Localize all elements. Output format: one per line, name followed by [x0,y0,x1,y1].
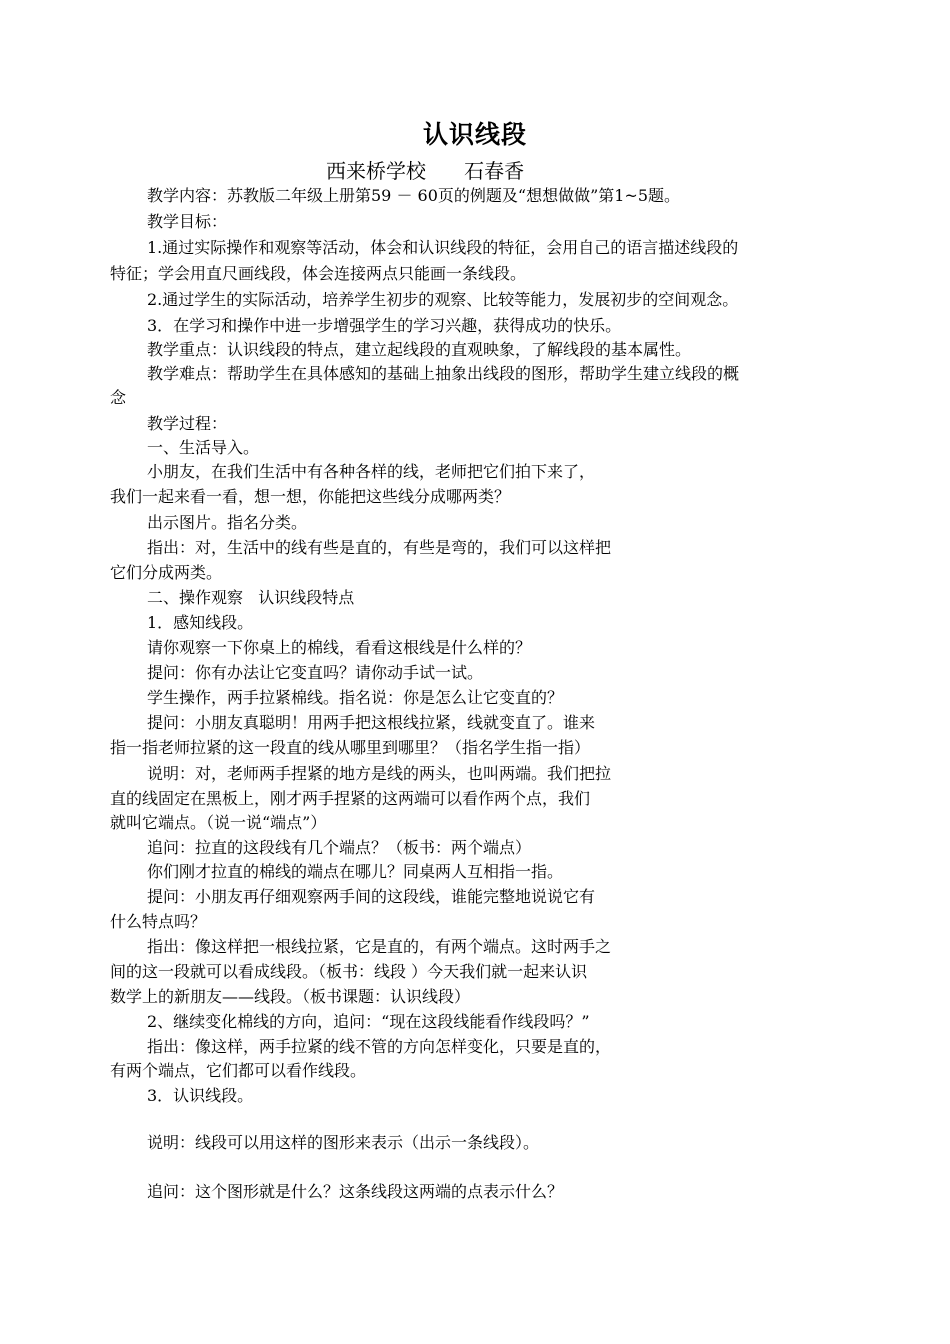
paragraph-line: 追问：拉直的这段线有几个端点？（板书：两个端点） [147,838,532,857]
paragraph-line: 指出：像这样，两手拉紧的线不管的方向怎样变化，只要是直的， [147,1037,612,1056]
paragraph-line: 教学重点：认识线段的特点，建立起线段的直观映象，了解线段的基本属性。 [147,340,692,359]
paragraph-line: 教学难点：帮助学生在具体感知的基础上抽象出线段的图形，帮助学生建立线段的概 [147,364,740,383]
paragraph-line: 间的这一段就可以看成线段。（板书：线段 ）今天我们就一起来认识 [110,962,588,981]
paragraph-line: 说明：线段可以用这样的图形来表示（出示一条线段）。 [147,1133,540,1152]
paragraph-line: 教学目标： [147,212,228,231]
paragraph-line: 我们一起来看一看，想一想，你能把这些线分成哪两类？ [110,487,511,506]
paragraph-line: 2.通过学生的实际活动，培养学生初步的观察、比较等能力，发展初步的空间观念。 [147,290,739,309]
paragraph-line: 什么特点吗？ [110,912,207,931]
paragraph-line: 你们刚才拉直的棉线的端点在哪儿？同桌两人互相指一指。 [147,862,564,881]
paragraph-line: 它们分成两类。 [110,563,223,582]
paragraph-line: 小朋友，在我们生活中有各种各样的线，老师把它们拍下来了， [147,462,596,481]
paragraph-line: 学生操作，两手拉紧棉线。指名说：你是怎么让它变直的？ [147,688,564,707]
paragraph-line: 特征；学会用直尺画线段，体会连接两点只能画一条线段。 [110,264,527,283]
paragraph-line: 教学内容：苏教版二年级上册第59 － 60页的例题及“想想做做”第1~5题。 [147,186,681,205]
paragraph-line: 教学过程： [147,414,228,433]
paragraph-line: 二、操作观察 认识线段特点 [147,588,355,607]
paragraph-line: 指出：像这样把一根线拉紧，它是直的，有两个端点。这时两手之 [147,937,612,956]
paragraph-line: 1.通过实际操作和观察等活动，体会和认识线段的特征，会用自己的语言描述线段的 [147,238,739,257]
paragraph-line: 提问：小朋友再仔细观察两手间的这段线，谁能完整地说说它有 [147,887,596,906]
paragraph-line: 有两个端点，它们都可以看作线段。 [110,1061,367,1080]
paragraph-line: 请你观察一下你桌上的棉线，看看这根线是什么样的？ [147,638,532,657]
paragraph-line: 2、继续变化棉线的方向，追问：“现在这段线能看作线段吗？” [147,1012,590,1031]
paragraph-line: 提问：你有办法让它变直吗？请你动手试一试。 [147,663,484,682]
paragraph-line: 说明：对，老师两手捏紧的地方是线的两头，也叫两端。我们把拉 [147,764,612,783]
paragraph-line: 念 [110,388,127,407]
paragraph-line: 出示图片。指名分类。 [147,513,308,532]
paragraph-line: 提问：小朋友真聪明！用两手把这根线拉紧，线就变直了。谁来 [147,713,596,732]
paragraph-line: 追问：这个图形就是什么？这条线段这两端的点表示什么？ [147,1182,564,1201]
paragraph-line: 3．认识线段。 [147,1086,254,1105]
paragraph-line: 数学上的新朋友——线段。（板书课题：认识线段） [110,987,471,1006]
page-title: 认识线段 [422,120,527,149]
paragraph-line: 3．在学习和操作中进一步增强学生的学习兴趣，获得成功的快乐。 [147,316,622,335]
paragraph-line: 1．感知线段。 [147,613,254,632]
paragraph-line: 指一指老师拉紧的这一段直的线从哪里到哪里？（指名学生指一指） [110,738,591,757]
paragraph-line: 直的线固定在黑板上，刚才两手捏紧的这两端可以看作两个点，我们 [110,789,591,808]
paragraph-line: 指出：对，生活中的线有些是直的，有些是弯的，我们可以这样把 [147,538,612,557]
paragraph-line: 一、生活导入。 [147,438,260,457]
author-line: 西来桥学校 石春香 [326,159,525,183]
paragraph-line: 就叫它端点。（说一说“端点”） [110,813,327,832]
